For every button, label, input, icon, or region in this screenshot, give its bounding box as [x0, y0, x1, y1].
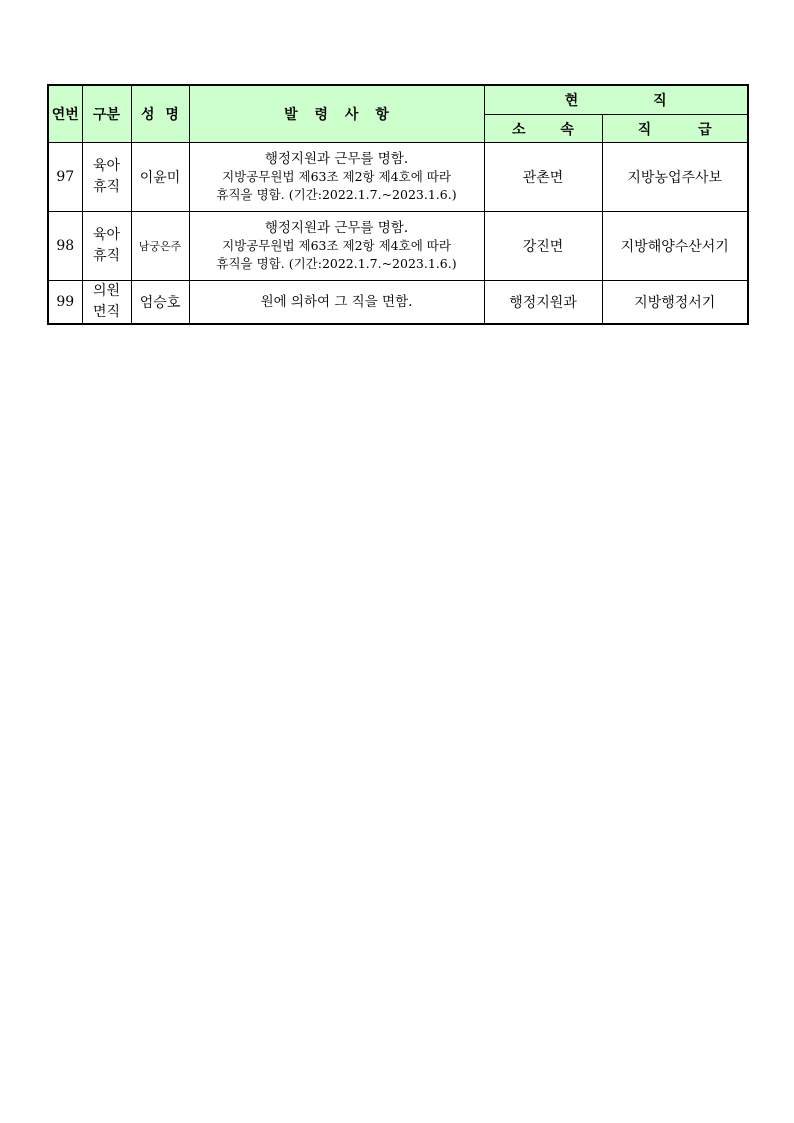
row-action: [189, 212, 484, 281]
row-dept: 강진면: [484, 212, 602, 281]
row-category: [82, 143, 131, 212]
table-row: [48, 281, 748, 325]
row-rank: 지방행정서기: [602, 281, 748, 325]
table-row: [48, 212, 748, 281]
category-line: 면직: [92, 304, 121, 320]
category-line: 휴직: [92, 248, 121, 264]
table-row: [48, 143, 748, 212]
row-name: 이윤미: [131, 143, 189, 212]
row-name: 남궁은주: [131, 212, 189, 281]
action-line: 휴직을 명함. (기간:2022.1.7.~2023.1.6.): [216, 256, 457, 271]
header-action: 발 령 사 항: [189, 85, 484, 143]
row-category: [82, 281, 131, 325]
row-action: [189, 281, 484, 325]
category-line: 육아: [92, 227, 121, 243]
header-dept: 소 속: [484, 115, 602, 143]
row-rank: 지방해양수산서기: [602, 212, 748, 281]
header-category: 구분: [82, 85, 131, 143]
header-name: 성 명: [131, 85, 189, 143]
header-current: 현 직: [484, 85, 748, 115]
header-row: [48, 85, 748, 115]
action-line: 지방공무원법 제63조 제2항 제4호에 따라: [222, 238, 451, 253]
row-no: 98: [48, 212, 82, 281]
action-line: 휴직을 명함. (기간:2022.1.7.~2023.1.6.): [216, 187, 457, 202]
personnel-order-table: [47, 84, 749, 325]
row-no: 97: [48, 143, 82, 212]
category-line: 육아: [92, 158, 121, 174]
header-no: 연번: [48, 85, 82, 143]
row-category: [82, 212, 131, 281]
action-line: 행정지원과 근무를 명함.: [264, 151, 409, 167]
category-line: 의원: [92, 283, 121, 299]
row-no: 99: [48, 281, 82, 325]
action-line: 원에 의하여 그 직을 면함.: [260, 294, 413, 310]
category-line: 휴직: [92, 179, 121, 195]
row-rank: 지방농업주사보: [602, 143, 748, 212]
row-dept: 관촌면: [484, 143, 602, 212]
row-name: 엄승호: [131, 281, 189, 325]
row-dept: 행정지원과: [484, 281, 602, 325]
action-line: 지방공무원법 제63조 제2항 제4호에 따라: [222, 169, 451, 184]
header-rank: 직 급: [602, 115, 748, 143]
action-line: 행정지원과 근무를 명함.: [264, 220, 409, 236]
row-action: [189, 143, 484, 212]
